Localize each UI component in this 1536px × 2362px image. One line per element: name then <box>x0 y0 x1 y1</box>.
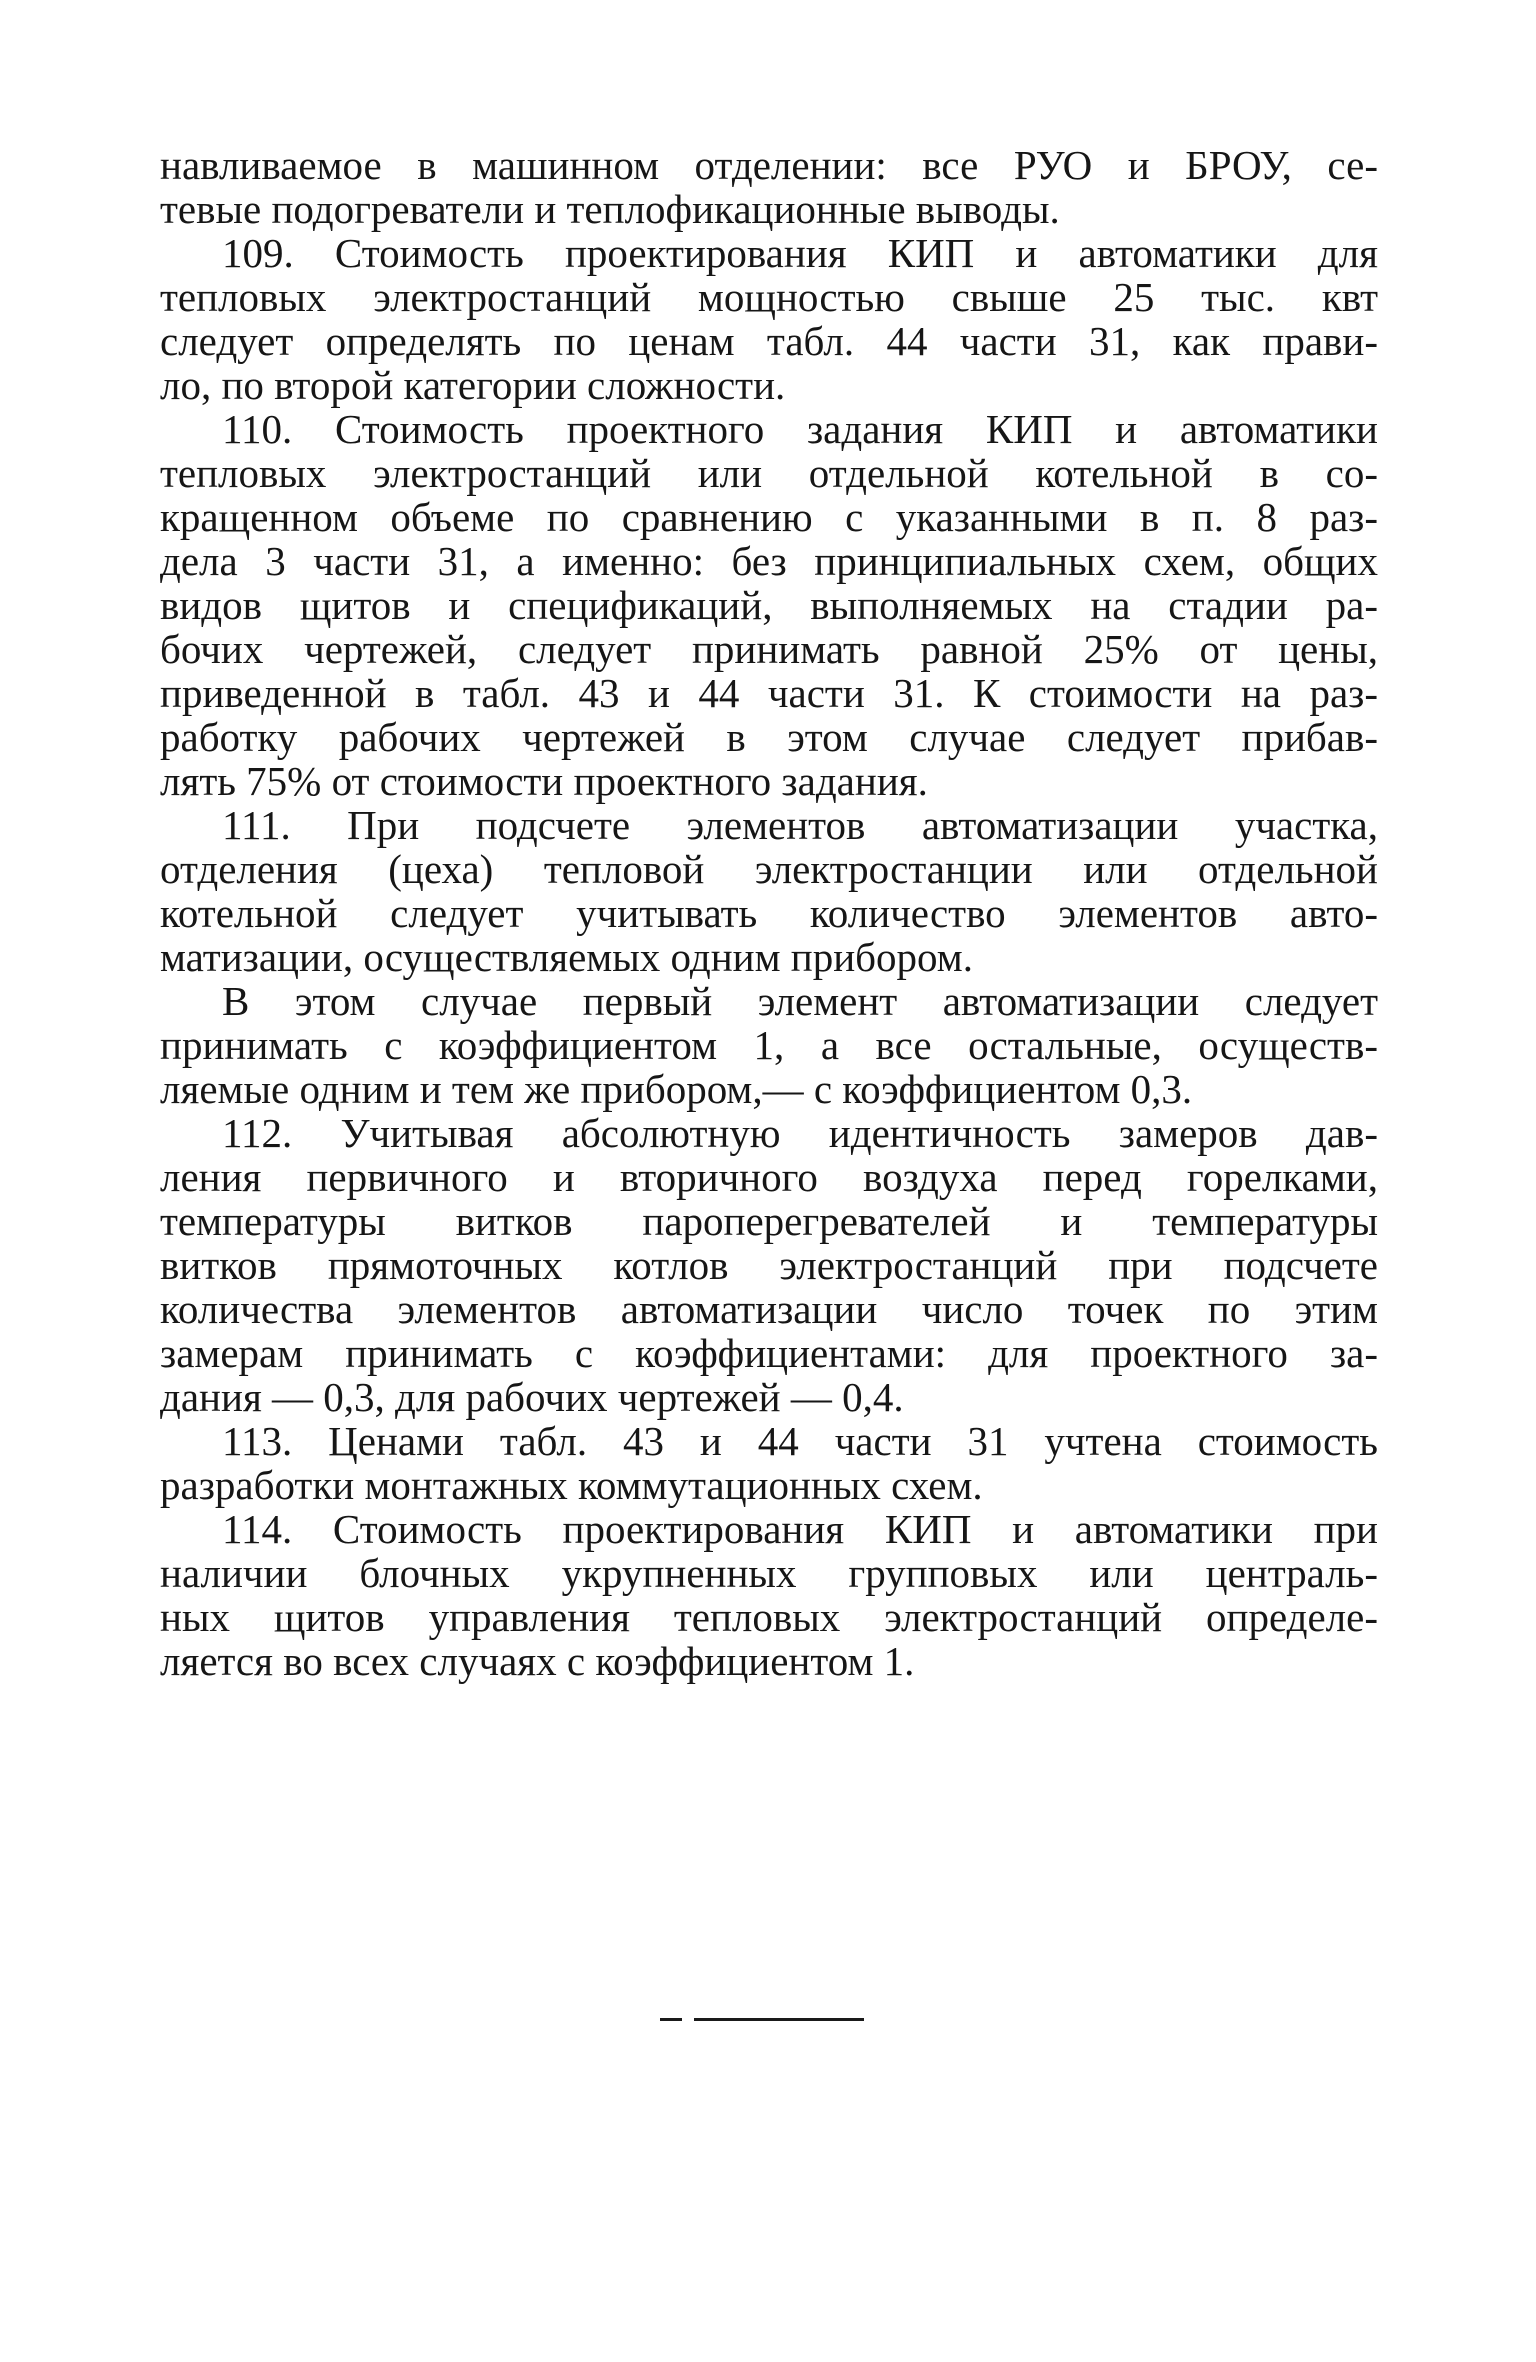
text-line: лять 75% от стоимости проектного задания. <box>160 758 928 804</box>
text-line: принимать с коэффициентом 1, а все остальные, осуществ- <box>160 1022 1378 1068</box>
text-line: ляемые одним и тем же прибором,— с коэффициентом 0,3. <box>160 1066 1193 1112</box>
paragraph-111 <box>160 803 1378 979</box>
text-line: ления первичного и вторичного воздуха перед горелками, <box>160 1154 1378 1200</box>
text-line: навливаемое в машинном отделении: все РУО и БРОУ, се- <box>160 142 1378 188</box>
text-line: котельной следует учитывать количество элементов авто- <box>160 890 1378 936</box>
end-rule-dash <box>660 2018 682 2021</box>
text-line: следует определять по ценам табл. 44 части 31, как прави- <box>160 318 1378 364</box>
paragraph-112 <box>160 1111 1378 1419</box>
body-text <box>160 143 1378 1683</box>
text-line: ляется во всех случаях с коэффициентом 1. <box>160 1638 915 1684</box>
text-line: тепловых электростанций мощностью свыше 25 тыс. квт <box>160 274 1378 320</box>
paragraph-109 <box>160 231 1378 407</box>
text-line: наличии блочных укрупненных групповых или централь- <box>160 1550 1378 1596</box>
text-line: 109. Стоимость проектирования КИП и автоматики для <box>222 230 1378 276</box>
text-line: ных щитов управления тепловых электростанций определе- <box>160 1594 1378 1640</box>
text-line: приведенной в табл. 43 и 44 части 31. К стоимости на раз- <box>160 670 1378 716</box>
text-line: В этом случае первый элемент автоматизации следует <box>222 978 1378 1024</box>
text-line: ло, по второй категории сложности. <box>160 362 786 408</box>
text-line: матизации, осуществляемых одним прибором. <box>160 934 973 980</box>
paragraph-113 <box>160 1419 1378 1507</box>
text-line: кращенном объеме по сравнению с указанными в п. 8 раз- <box>160 494 1378 540</box>
text-line: витков прямоточных котлов электростанций при подсчете <box>160 1242 1378 1288</box>
paragraph-continuation <box>160 143 1378 231</box>
text-line: 114. Стоимость проектирования КИП и автоматики при <box>222 1506 1378 1552</box>
text-line: бочих чертежей, следует принимать равной 25% от цены, <box>160 626 1378 672</box>
text-line: работку рабочих чертежей в этом случае следует прибав- <box>160 714 1378 760</box>
text-line: отделения (цеха) тепловой электростанции или отдельной <box>160 846 1378 892</box>
text-line: 111. При подсчете элементов автоматизации участка, <box>222 802 1378 848</box>
text-line: тепловых электростанций или отдельной котельной в со- <box>160 450 1378 496</box>
text-line: 113. Ценами табл. 43 и 44 части 31 учтена стоимость <box>222 1418 1378 1464</box>
text-line: разработки монтажных коммутационных схем. <box>160 1462 983 1508</box>
text-line: видов щитов и спецификаций, выполняемых на стадии ра- <box>160 582 1378 628</box>
text-line: замерам принимать с коэффициентами: для проектного за- <box>160 1330 1378 1376</box>
text-line: 110. Стоимость проектного задания КИП и автоматики <box>222 406 1378 452</box>
text-line: тевые подогреватели и теплофикационные выводы. <box>160 186 1060 232</box>
paragraph-114 <box>160 1507 1378 1683</box>
paragraph-111-continued <box>160 979 1378 1111</box>
paragraph-110 <box>160 407 1378 803</box>
text-line: количества элементов автоматизации число точек по этим <box>160 1286 1378 1332</box>
text-line: 112. Учитывая абсолютную идентичность замеров дав- <box>222 1110 1378 1156</box>
text-line: температуры витков пароперегревателей и температуры <box>160 1198 1378 1244</box>
text-line: дела 3 части 31, а именно: без принципиальных схем, общих <box>160 538 1378 584</box>
end-rule-line <box>694 2018 864 2021</box>
text-line: дания — 0,3, для рабочих чертежей — 0,4. <box>160 1374 904 1420</box>
